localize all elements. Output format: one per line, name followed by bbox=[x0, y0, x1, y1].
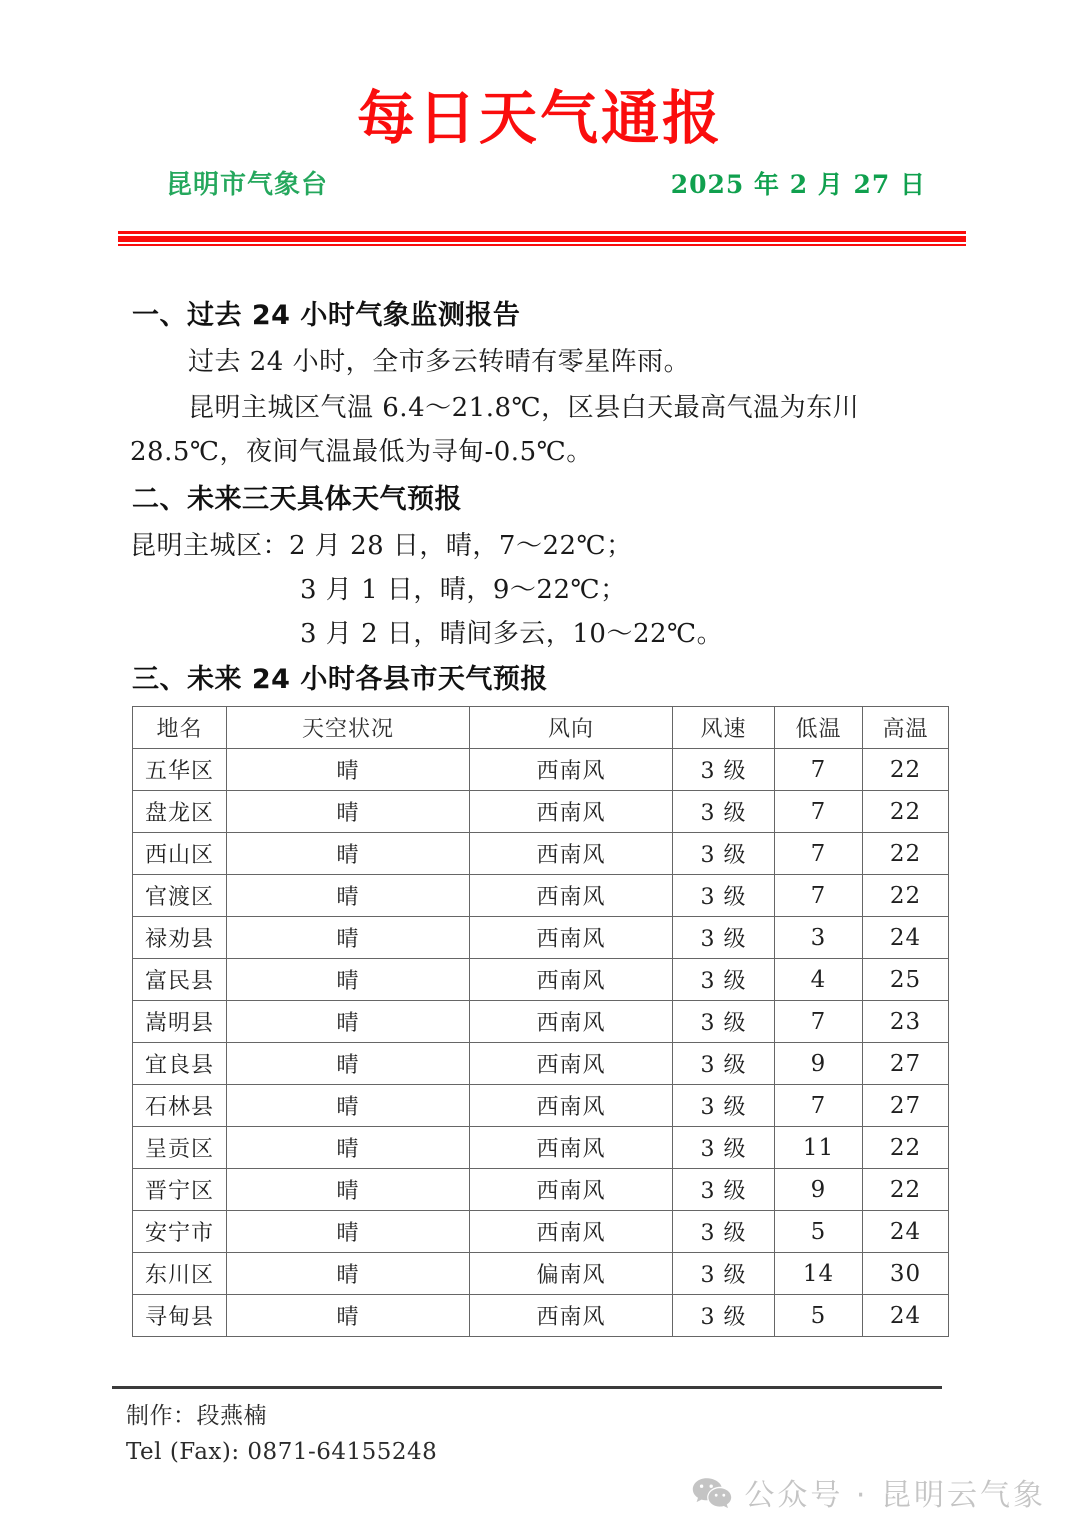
cell-high: 22 bbox=[863, 749, 949, 791]
section-1-paragraph-2: 昆明主城区气温 6.4～21.8℃，区县白天最高气温为东川 bbox=[188, 393, 860, 423]
cell-dir: 西南风 bbox=[470, 791, 673, 833]
cell-speed: 3 级 bbox=[673, 959, 775, 1001]
cell-high: 22 bbox=[863, 791, 949, 833]
section-1-heading: 一、过去 24 小时气象监测报告 bbox=[132, 300, 521, 331]
cell-high: 22 bbox=[863, 875, 949, 917]
issuer-name: 昆明市气象台 bbox=[166, 170, 329, 200]
cell-dir: 西南风 bbox=[470, 1295, 673, 1337]
cell-speed: 3 级 bbox=[673, 791, 775, 833]
table-row bbox=[133, 1043, 949, 1085]
cell-name: 宜良县 bbox=[133, 1043, 227, 1085]
cell-high: 23 bbox=[863, 1001, 949, 1043]
section-1-paragraph-1: 过去 24 小时，全市多云转晴有零星阵雨。 bbox=[188, 347, 691, 377]
cell-dir: 西南风 bbox=[470, 1001, 673, 1043]
cell-sky: 晴 bbox=[227, 1085, 470, 1127]
cell-low: 7 bbox=[775, 791, 863, 833]
cell-sky: 晴 bbox=[227, 749, 470, 791]
cell-low: 7 bbox=[775, 875, 863, 917]
cell-high: 27 bbox=[863, 1043, 949, 1085]
cell-dir: 西南风 bbox=[470, 1085, 673, 1127]
table-body bbox=[133, 749, 949, 1337]
section-2-heading: 二、未来三天具体天气预报 bbox=[132, 484, 462, 515]
cell-name: 五华区 bbox=[133, 749, 227, 791]
cell-low: 9 bbox=[775, 1043, 863, 1085]
cell-speed: 3 级 bbox=[673, 1043, 775, 1085]
cell-speed: 3 级 bbox=[673, 1295, 775, 1337]
cell-name: 官渡区 bbox=[133, 875, 227, 917]
footer-divider bbox=[112, 1386, 942, 1389]
cell-high: 24 bbox=[863, 1295, 949, 1337]
cell-sky: 晴 bbox=[227, 1169, 470, 1211]
cell-name: 盘龙区 bbox=[133, 791, 227, 833]
table-row bbox=[133, 1295, 949, 1337]
cell-dir: 偏南风 bbox=[470, 1253, 673, 1295]
cell-dir: 西南风 bbox=[470, 1169, 673, 1211]
cell-speed: 3 级 bbox=[673, 1001, 775, 1043]
cell-speed: 3 级 bbox=[673, 1127, 775, 1169]
footer-telephone: Tel (Fax): 0871-64155248 bbox=[126, 1439, 438, 1465]
cell-low: 9 bbox=[775, 1169, 863, 1211]
cell-name: 禄劝县 bbox=[133, 917, 227, 959]
section-3-heading: 三、未来 24 小时各县市天气预报 bbox=[132, 664, 548, 695]
cell-low: 7 bbox=[775, 1001, 863, 1043]
wechat-watermark bbox=[692, 1477, 1046, 1515]
table-row bbox=[133, 1169, 949, 1211]
table-row bbox=[133, 1085, 949, 1127]
cell-name: 寻甸县 bbox=[133, 1295, 227, 1337]
cell-sky: 晴 bbox=[227, 1253, 470, 1295]
cell-speed: 3 级 bbox=[673, 1253, 775, 1295]
column-header-low: 低温 bbox=[775, 707, 863, 749]
cell-high: 22 bbox=[863, 1127, 949, 1169]
column-header-speed: 风速 bbox=[673, 707, 775, 749]
cell-dir: 西南风 bbox=[470, 875, 673, 917]
cell-sky: 晴 bbox=[227, 1295, 470, 1337]
cell-speed: 3 级 bbox=[673, 749, 775, 791]
cell-low: 7 bbox=[775, 749, 863, 791]
page-title: 每日天气通报 bbox=[356, 84, 723, 152]
cell-sky: 晴 bbox=[227, 833, 470, 875]
cell-dir: 西南风 bbox=[470, 749, 673, 791]
table-row bbox=[133, 1001, 949, 1043]
cell-speed: 3 级 bbox=[673, 1211, 775, 1253]
cell-name: 呈贡区 bbox=[133, 1127, 227, 1169]
column-header-high: 高温 bbox=[863, 707, 949, 749]
table-row bbox=[133, 791, 949, 833]
cell-name: 东川区 bbox=[133, 1253, 227, 1295]
cell-sky: 晴 bbox=[227, 1001, 470, 1043]
cell-dir: 西南风 bbox=[470, 833, 673, 875]
cell-high: 27 bbox=[863, 1085, 949, 1127]
cell-sky: 晴 bbox=[227, 791, 470, 833]
issue-date: 2025 年 2 月 27 日 bbox=[670, 170, 926, 199]
cell-sky: 晴 bbox=[227, 1043, 470, 1085]
cell-speed: 3 级 bbox=[673, 875, 775, 917]
divider-line-bottom bbox=[118, 244, 966, 246]
cell-high: 25 bbox=[863, 959, 949, 1001]
cell-high: 30 bbox=[863, 1253, 949, 1295]
cell-name: 嵩明县 bbox=[133, 1001, 227, 1043]
cell-high: 22 bbox=[863, 833, 949, 875]
cell-low: 14 bbox=[775, 1253, 863, 1295]
cell-sky: 晴 bbox=[227, 1127, 470, 1169]
cell-high: 24 bbox=[863, 1211, 949, 1253]
cell-dir: 西南风 bbox=[470, 917, 673, 959]
masthead-meta-row bbox=[112, 168, 968, 210]
table-row bbox=[133, 1127, 949, 1169]
cell-dir: 西南风 bbox=[470, 959, 673, 1001]
cell-dir: 西南风 bbox=[470, 1127, 673, 1169]
table-row bbox=[133, 875, 949, 917]
table-row bbox=[133, 1211, 949, 1253]
masthead bbox=[112, 82, 968, 210]
column-header-name: 地名 bbox=[133, 707, 227, 749]
cell-low: 7 bbox=[775, 1085, 863, 1127]
cell-speed: 3 级 bbox=[673, 1085, 775, 1127]
section-2-forecast-line-2: 3 月 1 日，晴，9～22℃； bbox=[300, 575, 627, 605]
table-header-row bbox=[133, 707, 949, 749]
cell-sky: 晴 bbox=[227, 917, 470, 959]
cell-name: 安宁市 bbox=[133, 1211, 227, 1253]
cell-dir: 西南风 bbox=[470, 1211, 673, 1253]
footer-author: 制作：段燕楠 bbox=[126, 1403, 267, 1429]
wechat-icon bbox=[692, 1477, 732, 1515]
cell-sky: 晴 bbox=[227, 1211, 470, 1253]
watermark-text: 公众号 · 昆明云气象 bbox=[744, 1478, 1046, 1513]
divider-line-top bbox=[118, 231, 966, 234]
table-row bbox=[133, 959, 949, 1001]
section-1-paragraph-3: 28.5℃，夜间气温最低为寻甸-0.5℃。 bbox=[130, 437, 593, 467]
cell-low: 11 bbox=[775, 1127, 863, 1169]
divider-line-middle bbox=[118, 236, 966, 242]
cell-name: 西山区 bbox=[133, 833, 227, 875]
table-row bbox=[133, 749, 949, 791]
column-header-dir: 风向 bbox=[470, 707, 673, 749]
column-header-sky: 天空状况 bbox=[227, 707, 470, 749]
cell-low: 5 bbox=[775, 1295, 863, 1337]
section-2-forecast-line-3: 3 月 2 日，晴间多云，10～22℃。 bbox=[300, 619, 724, 649]
cell-low: 3 bbox=[775, 917, 863, 959]
cell-dir: 西南风 bbox=[470, 1043, 673, 1085]
cell-high: 24 bbox=[863, 917, 949, 959]
cell-low: 4 bbox=[775, 959, 863, 1001]
table-row bbox=[133, 1253, 949, 1295]
cell-low: 5 bbox=[775, 1211, 863, 1253]
cell-speed: 3 级 bbox=[673, 1169, 775, 1211]
cell-name: 晋宁区 bbox=[133, 1169, 227, 1211]
cell-sky: 晴 bbox=[227, 959, 470, 1001]
cell-low: 7 bbox=[775, 833, 863, 875]
table-row bbox=[133, 833, 949, 875]
cell-sky: 晴 bbox=[227, 875, 470, 917]
section-2-forecast-line-1: 昆明主城区：2 月 28 日，晴，7～22℃； bbox=[130, 531, 633, 561]
table-row bbox=[133, 917, 949, 959]
county-forecast-table bbox=[132, 706, 949, 1337]
red-divider bbox=[118, 231, 966, 245]
cell-high: 22 bbox=[863, 1169, 949, 1211]
cell-name: 石林县 bbox=[133, 1085, 227, 1127]
cell-name: 富民县 bbox=[133, 959, 227, 1001]
cell-speed: 3 级 bbox=[673, 833, 775, 875]
cell-speed: 3 级 bbox=[673, 917, 775, 959]
